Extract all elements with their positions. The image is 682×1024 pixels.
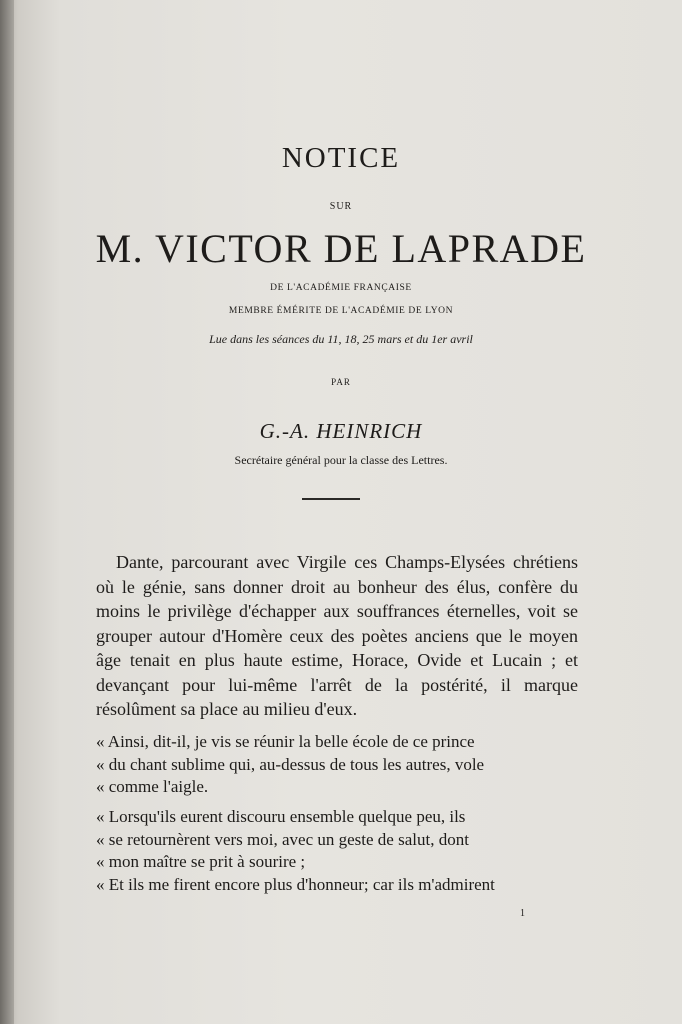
body-paragraph: Dante, parcourant avec Virgile ces Champs-Elysées chrétiens où le génie, sans donner droit au bonheur des élus, confère du moins le privilège d'échapper aux souffrances éternelles, voit se grouper autour d'Homère ceux des poètes anciens que le moyen âge tenait en plus haute estime, Horace, Ovide et Lucain ; et devançant pour lui-même l'arrêt de la postérité, il marque résolûment sa place au milieu d'eux. [96,552,578,719]
affiliation-academie-francaise: DE L'ACADÉMIE FRANÇAISE [270,283,412,293]
quote-line: « Ainsi, dit-il, je vis se réunir la belle école de ce prince [96,732,475,751]
quote-line: « mon maître se prit à sourire ; [96,852,306,871]
sur-word: SUR [329,201,353,212]
par-word: PAR [331,377,351,387]
page-folio: 1 [520,908,525,919]
separator-rule [302,498,360,500]
affiliation-academie-lyon: MEMBRE ÉMÉRITE DE L'ACADÉMIE DE LYON [228,306,454,316]
quote-block-2 [96,806,578,874]
quote-line: « comme l'aigle. [96,777,209,796]
quote-line: « Et ils me firent encore plus d'honneur; car ils m'admirent [96,875,495,894]
page-title: NOTICE [281,142,401,174]
quote-line: « se retournèrent vers moi, avec un geste de salut, dont [96,829,469,849]
quote-line: « du chant sublime qui, au-dessus de tous les autres, vole [96,754,485,774]
reading-dates-note: Lue dans les séances du 11, 18, 25 mars et du 1er avril [209,332,473,346]
author-role: Secrétaire général pour la classe des Lettres. [234,453,448,467]
quote-line: « Lorsqu'ils eurent discouru ensemble quelque peu, ils [96,807,466,826]
subject-name: M. VICTOR DE LAPRADE [95,226,587,271]
author-name: G.-A. HEINRICH [259,419,423,443]
quote-block-1 [96,731,578,799]
quote-block-3 [96,874,578,897]
